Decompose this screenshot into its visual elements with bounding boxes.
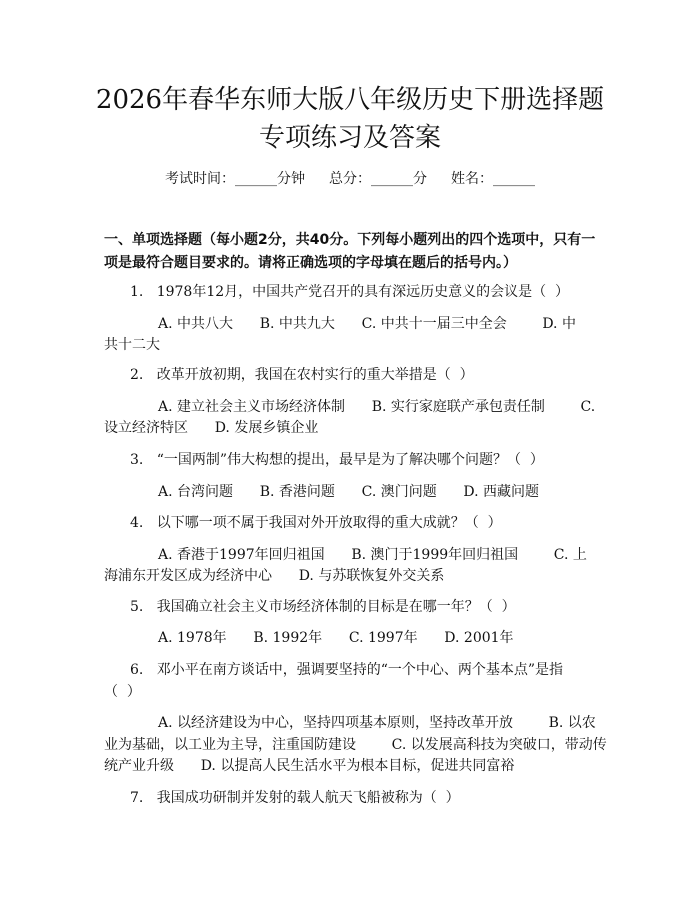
question-6-stem-cont: （ ） [104,684,141,700]
question-2-options-cont: 设立经济特区 D. 发展乡镇企业 [104,420,319,436]
question-4-options: A. 香港于1997年回归祖国 B. 澳门于1999年回归祖国 C. 上 [158,547,587,563]
exam-name: 姓名：______ [451,171,535,187]
question-6-stem: 6. 邓小平在南方谈话中，强调要坚持的“一个中心、两个基本点”是指 [130,662,564,678]
page-subtitle: 专项练习及答案 [258,123,441,153]
question-1-options: A. 中共八大 B. 中共九大 C. 中共十一届三中全会 D. 中 [158,316,576,332]
question-1-stem: 1. 1978年12月，中国共产党召开的具有深远历史意义的会议是（ ） [130,284,570,300]
exam-info [0,170,700,188]
question-3-stem: 3. “一国两制”伟大构想的提出，最早是为了解决哪个问题？（ ） [130,452,544,468]
section-heading: 一、单项选择题（每小题2分，共40分。下列每小题列出的四个选项中，只有一 [104,232,596,248]
section-heading-cont: 项是最符合题目要求的。请将正确选项的字母填在题后的括号内。） [104,255,517,271]
exam-time: 考试时间：______分钟 [165,171,305,187]
question-7-stem: 7. 我国成功研制并发射的载人航天飞船被称为（ ） [130,790,460,806]
question-1-options-cont: 共十二大 [104,337,160,353]
question-6-options-cont-1: 业为基础，以工业为主导，注重国防建设 C. 以发展高科技为突破口，带动传 [104,737,607,753]
question-2-options: A. 建立社会主义市场经济体制 B. 实行家庭联产承包责任制 C. [158,399,596,415]
question-5-stem: 5. 我国确立社会主义市场经济体制的目标是在哪一年？（ ） [130,599,516,615]
question-6-options-cont-2: 统产业升级 D. 以提高人民生活水平为根本目标，促进共同富裕 [104,758,515,774]
exam-score: 总分：______分 [329,171,427,187]
question-5-options: A. 1978年 B. 1992年 C. 1997年 D. 2001年 [158,630,514,646]
question-4-stem: 4. 以下哪一项不属于我国对外开放取得的重大成就？（ ） [130,515,502,531]
page-title: 2026年春华东师大版八年级历史下册选择题 [95,85,605,115]
question-3-options: A. 台湾问题 B. 香港问题 C. 澳门问题 D. 西藏问题 [158,484,540,500]
question-2-stem: 2. 改革开放初期，我国在农村实行的重大举措是（ ） [130,367,474,383]
question-4-options-cont: 海浦东开发区成为经济中心 D. 与苏联恢复外交关系 [104,568,445,584]
question-6-options: A. 以经济建设为中心，坚持四项基本原则，坚持改革开放 B. 以农 [158,715,596,731]
